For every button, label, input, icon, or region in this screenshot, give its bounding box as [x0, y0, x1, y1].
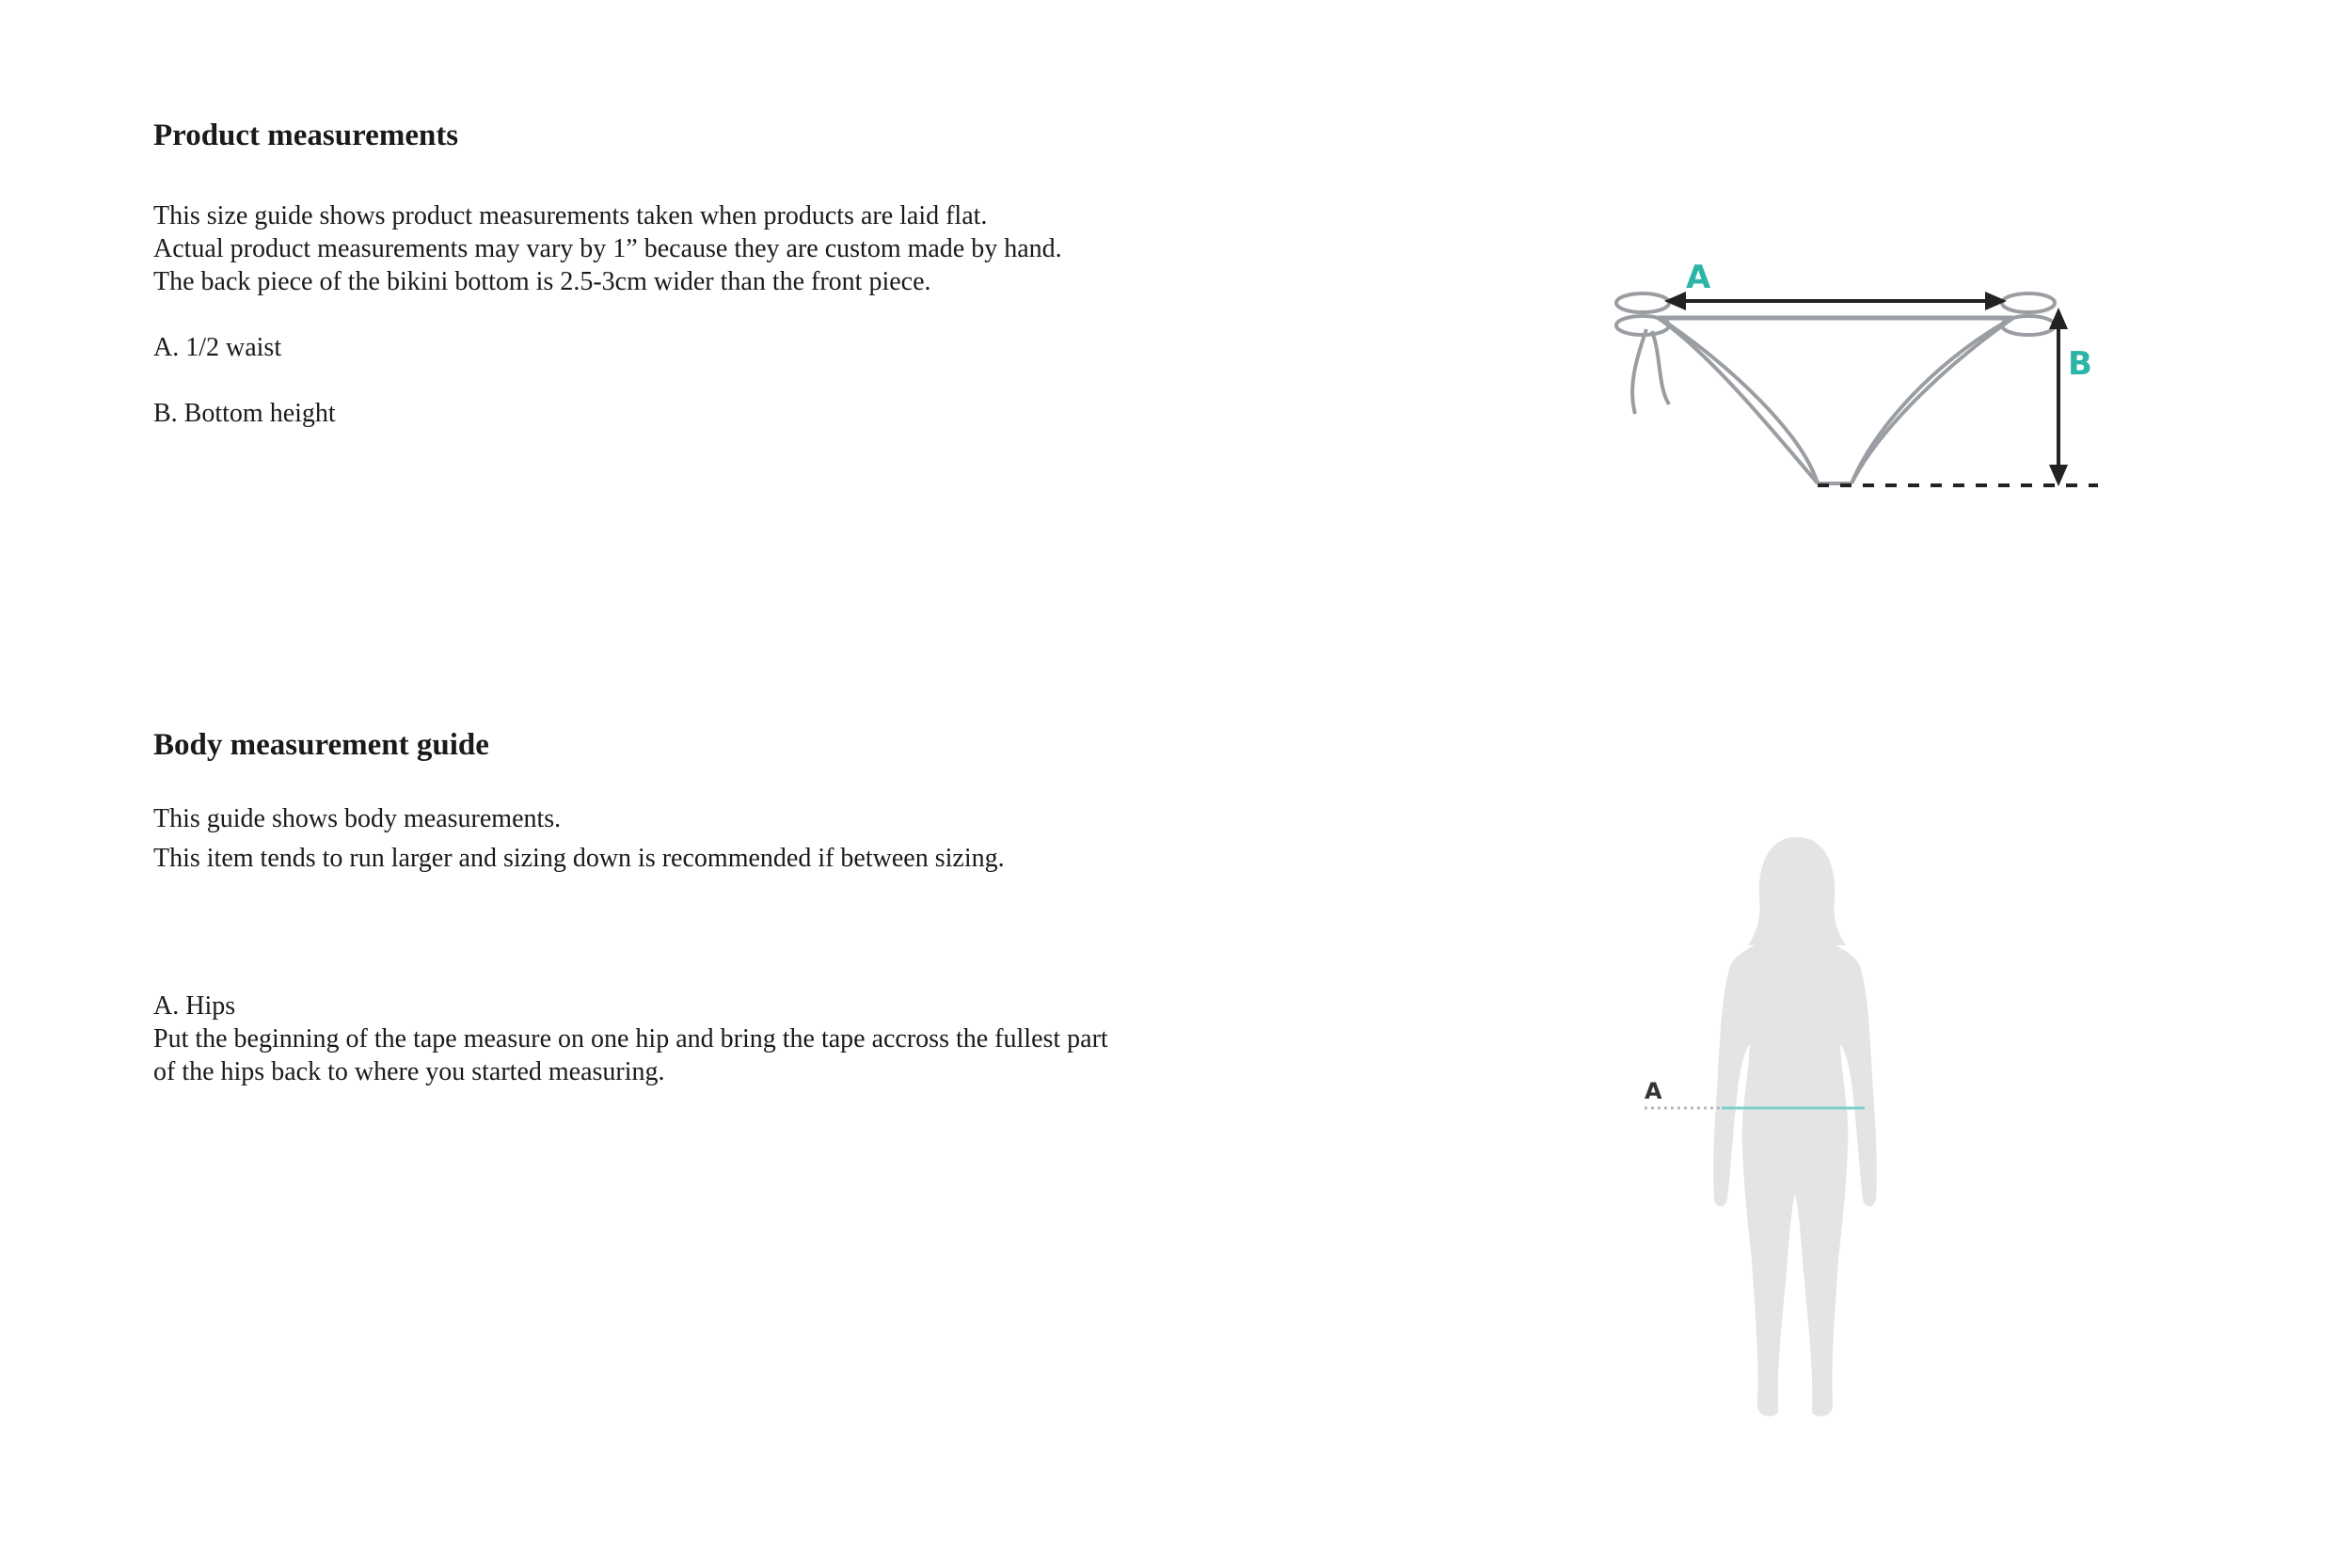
hips-line-2: of the hips back to where you started measuring.	[153, 1057, 665, 1086]
silhouette-head	[1748, 837, 1846, 945]
marker-a-label: A	[1645, 1078, 1662, 1104]
silhouette-body	[1713, 936, 1877, 1417]
body-guide-text-2: This item tends to run larger and sizing down is recommended if between sizing.	[153, 844, 1005, 873]
product-intro-line-1: This size guide shows product measurements taken when products are laid flat.	[153, 201, 988, 230]
product-intro-line-2: Actual product measurements may vary by 1” because they are custom made by hand.	[153, 234, 1062, 263]
hips-line-1: Put the beginning of the tape measure on one hip and bring the tape accross the fullest part	[153, 1024, 1108, 1053]
product-intro-text	[153, 199, 1062, 298]
body-measurement-heading: Body measurement guide	[153, 728, 489, 762]
right-bow	[2002, 293, 2055, 335]
hips-title: A. Hips	[153, 991, 236, 1021]
right-leg-outline	[1851, 318, 2013, 483]
bottom-height-label: B. Bottom height	[153, 399, 336, 428]
arrow-a	[1669, 294, 2002, 308]
product-measurements-heading: Product measurements	[153, 119, 459, 152]
left-bow	[1616, 293, 1669, 414]
body-guide-text-1: This guide shows body measurements.	[153, 804, 562, 833]
marker-b-label: B	[2068, 345, 2092, 383]
hips-instructions	[153, 990, 1108, 1088]
bikini-bottom-diagram	[1599, 254, 2107, 499]
product-intro-line-3: The back piece of the bikini bottom is 2.5-3cm wider than the front piece.	[153, 267, 931, 296]
body-silhouette-diagram	[1628, 828, 1938, 1449]
arrow-b	[2052, 312, 2065, 482]
left-leg-outline	[1658, 318, 1818, 483]
right-inner-curve	[1851, 322, 2006, 483]
marker-a-label: A	[1686, 259, 1711, 296]
waist-measurement-label: A. 1/2 waist	[153, 333, 282, 362]
